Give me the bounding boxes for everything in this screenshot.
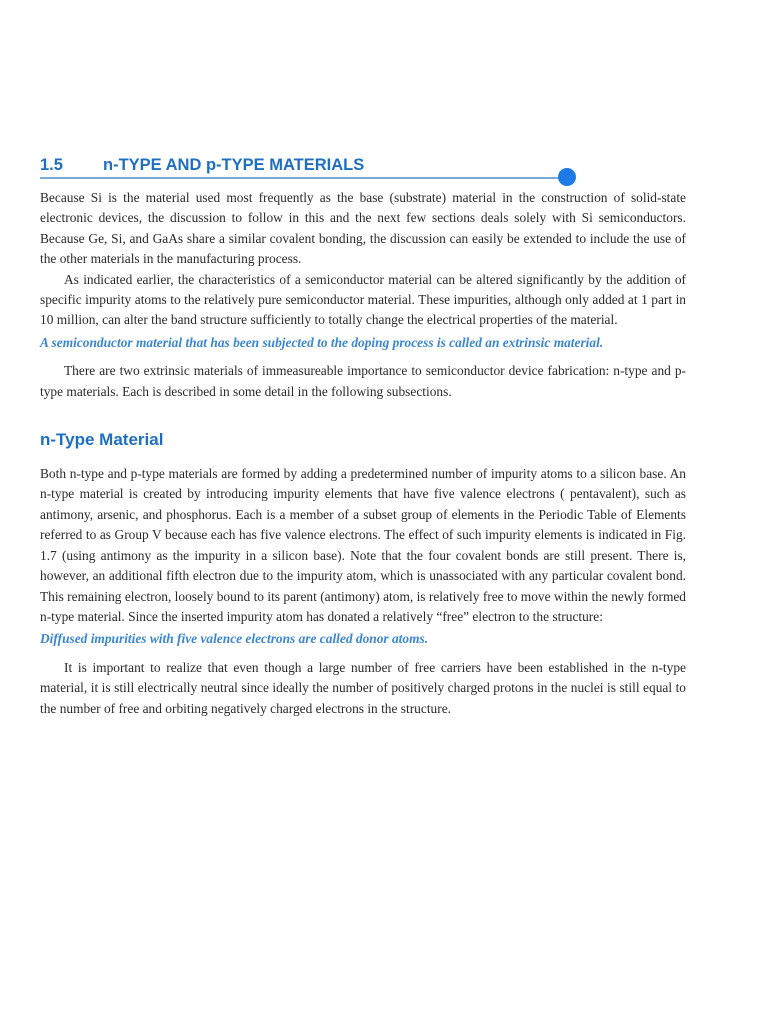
section-heading — [40, 150, 686, 180]
definition-donor-atoms: Diffused impurities with five valence electrons are called donor atoms. — [40, 631, 429, 647]
section-marker-dot — [558, 168, 576, 186]
heading-rule — [40, 177, 568, 179]
page-content — [40, 150, 686, 719]
definition-extrinsic: A semiconductor material that has been subjected to the doping process is called an extrinsic material. — [40, 334, 604, 350]
paragraph-impurities: As indicated earlier, the characteristics of a semiconductor material can be altered significantly by the addition of specific impurity atoms to the relatively pure semiconductor material. These impurities, although only added at 1 part in 10 million, can alter the band structure sufficiently to totally change the electrical properties of the material. — [40, 271, 686, 328]
section-title: n-TYPE AND p-TYPE MATERIALS — [103, 156, 365, 174]
section-number: 1.5 — [40, 156, 63, 174]
paragraph-extrinsic-types: There are two extrinsic materials of immeasureable importance to semiconductor device fabrication: n-type and p-type materials. Each is described in some detail in the following subsections. — [40, 363, 686, 399]
subsection-title: n-Type Material — [40, 430, 164, 450]
paragraph-substrate: Because Si is the material used most frequently as the base (substrate) material in the construction of solid-state electronic devices, the discussion to follow in this and the next few sections deals solely with Si semiconductors. Because Ge, Si, and GaAs share a similar covalent bonding, the discussion can easily be extended to include the use of the other materials in the manufacturing process. — [40, 190, 686, 267]
paragraph-neutral: It is important to realize that even though a large number of free carriers have been established in the n-type material, it is still electrically neutral since ideally the number of positively charged protons in the nuclei is still equal to the number of free and orbiting negatively charged electrons in the structure. — [40, 659, 686, 716]
paragraph-n-type: Both n-type and p-type materials are formed by adding a predetermined number of impurity atoms to a silicon base. An n-type material is created by introducing impurity elements that have five valence electrons ( pentavalent), such as antimony, arsenic, and phosphorus. Each is a member of a subset group of elements in the Periodic Table of Elements referred to as Group V because each has five valence electrons. The effect of such impurity elements is indicated in Fig. 1.7 (using antimony as the impurity in a silicon base). Note that the four covalent bonds are still present. There is, however, an additional fifth electron due to the impurity atom, which is unassociated with any particular covalent bond. This remaining electron, loosely bound to its parent (antimony) atom, is relatively free to move within the newly formed n-type material. Since the inserted impurity atom has donated a relatively “free” electron to the structure: — [40, 466, 686, 624]
